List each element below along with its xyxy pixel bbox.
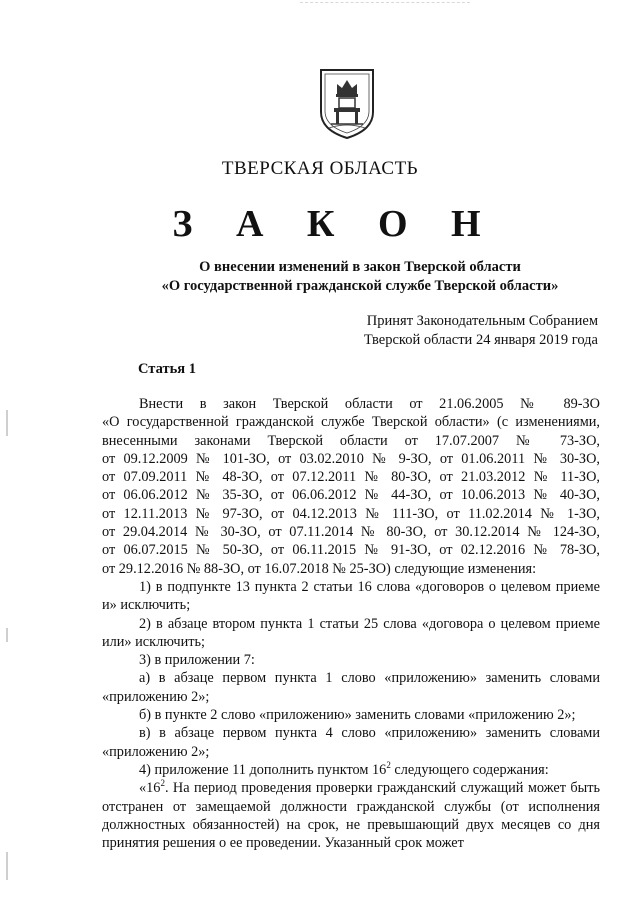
- amendment-subitem: а) в абзаце первом пункта 1 слово «приложению» заменить словами «приложению 2»;: [102, 670, 600, 705]
- subject-line: О внесении изменений в закон Тверской области: [199, 259, 521, 275]
- superscript: 2: [386, 760, 391, 771]
- clause-text: . На период проведения проверки гражданский служащий может быть отстранен от замещаемой должности гражданской службы (от исполнения должностных обязанностей) на срок, не превышающий двух месяцев со дня принятия решения о ее проведении. Указанный срок может: [102, 780, 600, 852]
- item-text: 4) приложение 11 дополнить пунктом 16: [139, 761, 387, 778]
- margin-mark: [6, 410, 8, 436]
- tver-coat-of-arms-icon: [317, 68, 377, 140]
- text-line: от 29.04.2014 № 30-ЗО, от 07.11.2014 № 80-ЗО, от 30.12.2014 № 124-ЗО,: [102, 524, 600, 541]
- article-body: [102, 395, 600, 852]
- text-line: от 09.12.2009 № 101-ЗО, от 03.02.2010 № 9-ЗО, от 01.06.2011 № 30-ЗО,: [102, 450, 600, 467]
- law-subject-title: [80, 258, 640, 296]
- amendment-item: 1) в подпункте 13 пункта 2 статьи 16 слова «договоров о целевом приеме и» исключить;: [102, 578, 600, 614]
- text-line: внесенными законами Тверской области от 17.07.2007 № 73-ЗО,: [102, 432, 600, 449]
- margin-mark: [6, 852, 8, 880]
- article-heading: Статья 1: [138, 361, 196, 377]
- amendment-subitem: б) в пункте 2 слово «приложению» заменить словами «приложению 2»;: [139, 707, 576, 724]
- text-line: «О государственной гражданской службе Тверской области» (с изменениями,: [102, 414, 600, 431]
- adoption-line: Принят Законодательным Собранием: [366, 313, 598, 329]
- region-name: ТВЕРСКАЯ ОБЛАСТЬ: [221, 158, 419, 179]
- text-line: от 29.12.2016 № 88-ЗО, от 16.07.2018 № 25-ЗО) следующие изменения:: [102, 560, 537, 577]
- amendment-item: [102, 761, 600, 779]
- amendment-item: 3) в приложении 7:: [139, 652, 255, 669]
- text-line: Внести в закон Тверской области от 21.06.2005 № 89-ЗО: [139, 396, 600, 412]
- document-type-heading: З А К О Н: [172, 203, 498, 245]
- adoption-note: [364, 312, 598, 350]
- clause-number: «16: [139, 780, 161, 797]
- item-text: следующего содержания:: [390, 761, 549, 778]
- superscript: 2: [160, 778, 165, 789]
- scan-artifact-line: [300, 2, 470, 4]
- quoted-new-clause: [102, 779, 600, 852]
- amendment-item: 2) в абзаце втором пункта 1 статьи 25 слова «договора о целевом приеме или» исключить;: [102, 615, 600, 650]
- subject-line: «О государственной гражданской службе Тверской области»: [161, 278, 559, 294]
- text-line: от 07.09.2011 № 48-ЗО, от 07.12.2011 № 80-ЗО, от 21.03.2012 № 11-ЗО,: [102, 469, 600, 486]
- text-line: от 06.07.2015 № 50-ЗО, от 06.11.2015 № 91-ЗО, от 02.12.2016 № 78-ЗО,: [102, 542, 600, 559]
- amendment-subitem: в) в абзаце первом пункта 4 слово «приложению» заменить словами «приложению 2»;: [102, 725, 600, 760]
- margin-mark: [6, 628, 8, 642]
- text-line: от 06.06.2012 № 35-ЗО, от 06.06.2012 № 44-ЗО, от 10.06.2013 № 40-ЗО,: [102, 487, 600, 504]
- article-intro: [102, 395, 600, 578]
- text-line: от 12.11.2013 № 97-ЗО, от 04.12.2013 № 111-ЗО, от 11.02.2014 № 1-ЗО,: [102, 505, 600, 522]
- adoption-line: Тверской области 24 января 2019 года: [363, 332, 598, 348]
